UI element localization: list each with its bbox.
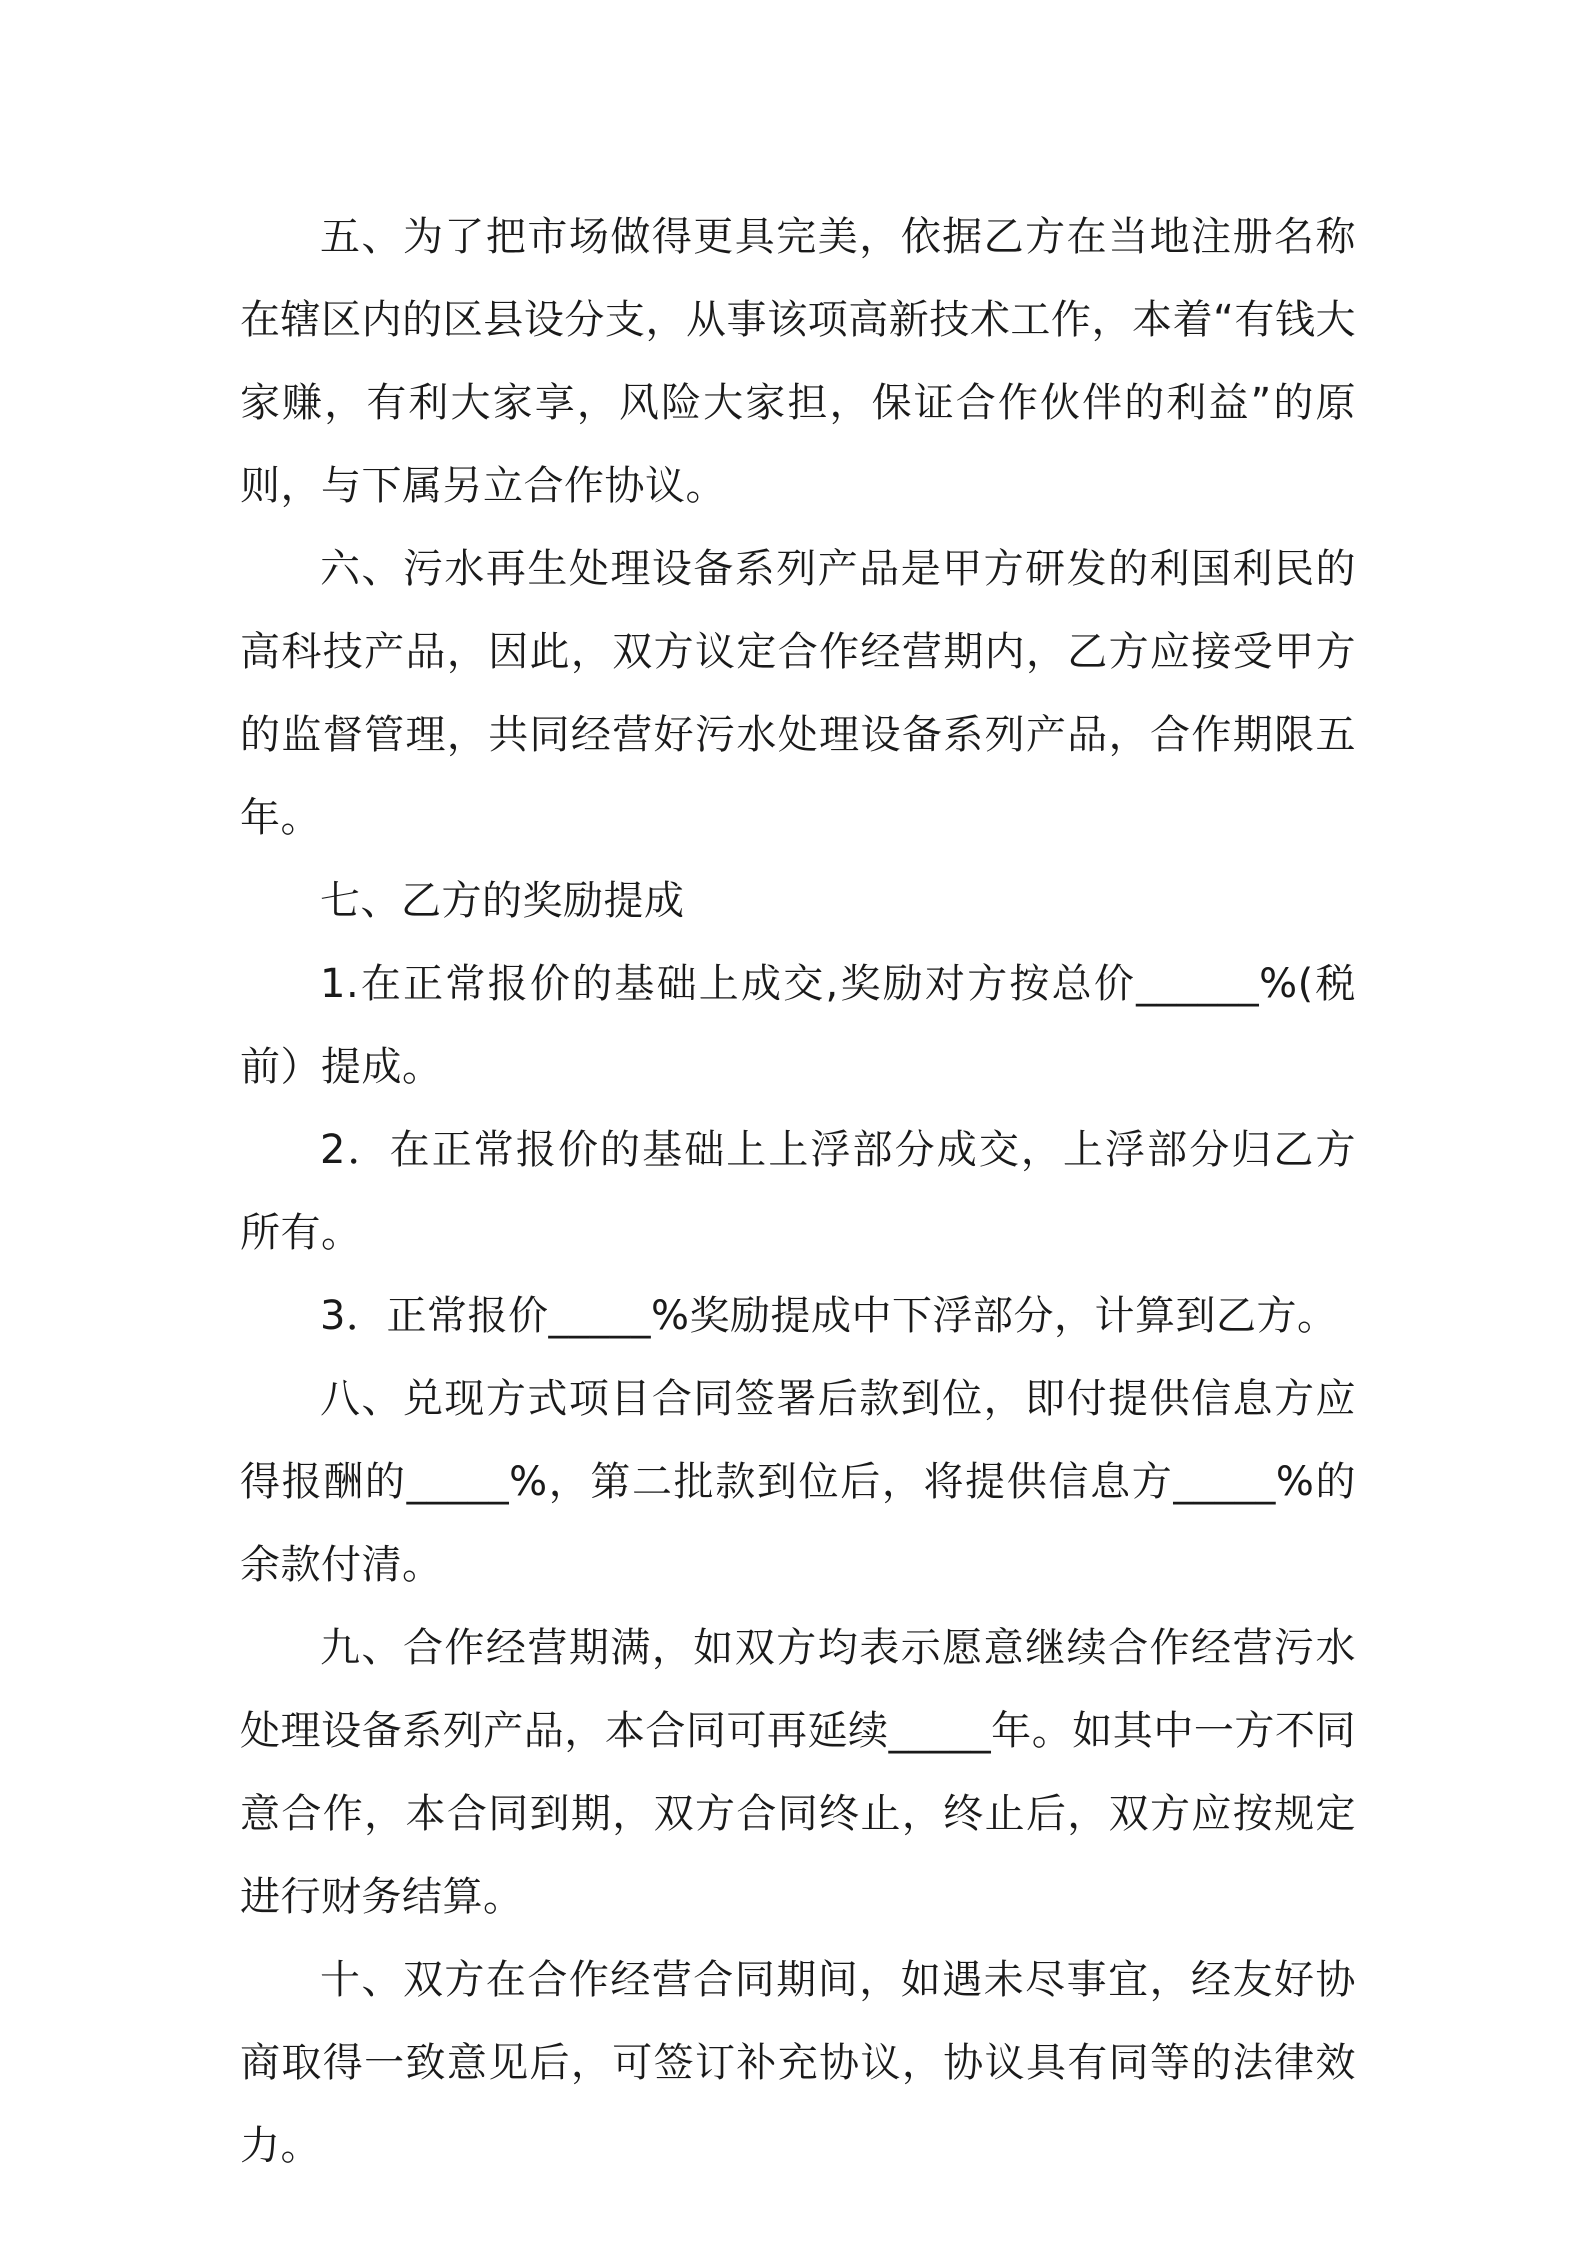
clause-7-item-3: 3．正常报价_____%奖励提成中下浮部分，计算到乙方。 [320,1293,1338,1339]
clause-7-item-2: 2．在正常报价的基础上上浮部分成交，上浮部分归乙方所有。 [240,1127,1356,1256]
document-body [240,196,1356,2188]
clause-8: 八、兑现方式项目合同签署后款到位，即付提供信息方应得报酬的_____%，第二批款到位后，将提供信息方_____%的余款付清。 [240,1376,1356,1588]
clause-7-item-1: 1.在正常报价的基础上成交,奖励对方按总价______%(税前）提成。 [240,961,1356,1090]
clause-7-heading: 七、乙方的奖励提成 [320,878,685,924]
clause-9: 九、合作经营期满，如双方均表示愿意继续合作经营污水处理设备系列产品，本合同可再延续_____年。如其中一方不同意合作，本合同到期，双方合同终止，终止后，双方应按规定进行财务结算。 [240,1625,1356,1920]
clause-5: 五、为了把市场做得更具完美，依据乙方在当地注册名称在辖区内的区县设分支，从事该项高新技术工作，本着“有钱大家赚，有利大家享，风险大家担，保证合作伙伴的利益”的原则，与下属另立合作协议。 [240,214,1356,509]
clause-10: 十、双方在合作经营合同期间，如遇未尽事宜，经友好协商取得一致意见后，可签订补充协议，协议具有同等的法律效力。 [240,1957,1356,2169]
clause-6: 六、污水再生处理设备系列产品是甲方研发的利国利民的高科技产品，因此，双方议定合作经营期内，乙方应接受甲方的监督管理，共同经营好污水处理设备系列产品，合作期限五年。 [240,546,1356,841]
